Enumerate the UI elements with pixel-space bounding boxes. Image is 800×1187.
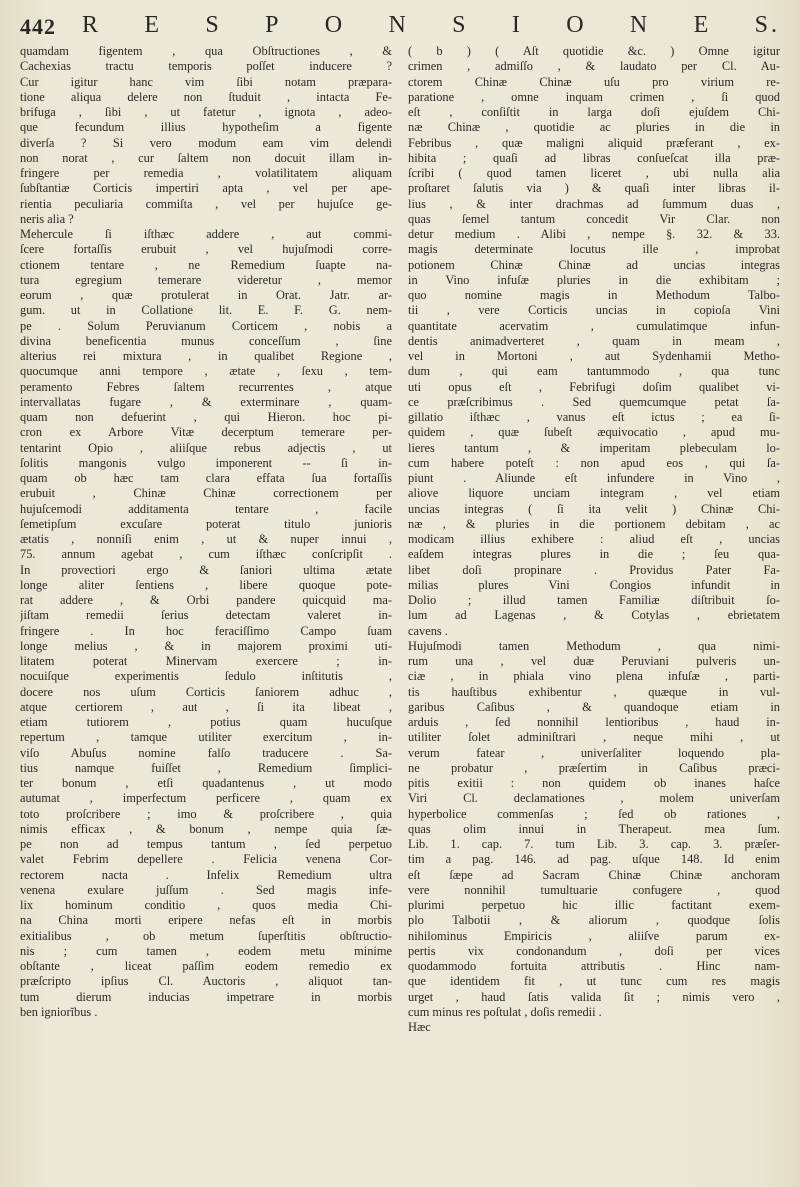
text-line: rat addere , & Orbi pandere quicquid ma- — [20, 593, 392, 607]
text-line: Lib. 1. cap. 7. tum Lib. 3. cap. 3. præſer- — [408, 837, 780, 851]
text-line: quantitate acervatim , cumulatimque infun- — [408, 318, 780, 333]
text-line: Viri Cl. declamationes , molem univerſam — [408, 791, 780, 806]
text-line: valet Febrim depellere . Felicia venena Cor- — [20, 852, 392, 867]
text-line: rectorem nacta . Infelix Remedium ultra — [20, 867, 392, 882]
text-line: lius , & inter drachmas ad ſummum duas , — [408, 196, 780, 211]
text-line: repertum , tamque utiliter exercitum , in- — [20, 730, 392, 745]
text-line: quocumque anni tempore , ætate , ſexu , tem- — [20, 364, 392, 379]
text-line: hibita ; quaſi ad libras conſueſcat illa præ- — [408, 150, 780, 165]
text-line: alterius rei mixtura , in qualibet Regione , — [20, 349, 392, 363]
running-head-letter: E — [693, 12, 712, 38]
text-line: modicam illius exhibere : aliud eſt , uncias — [408, 532, 780, 546]
text-line: lix hominum conditio , quos media Chi- — [20, 898, 392, 912]
text-line: urget , haud ſatis valida ſit ; nimis vero , — [408, 989, 780, 1004]
text-line: dentis animadverteret , quam in meam , — [408, 333, 780, 348]
text-line: eſt ſæpe ad Sacram Chinæ Chinæ anchoram — [408, 867, 780, 882]
text-line: quo nomine magis in Methodum Talbo- — [408, 288, 780, 302]
catchword: Hæc — [408, 1020, 431, 1034]
text-line: quam non defuerint , qui Hieron. hoc pi- — [20, 410, 392, 424]
text-line: ſemetipſum excuſare poterat titulo junioris — [20, 516, 392, 531]
text-line: quas ſemel tantum concedit Vir Clar. non — [408, 211, 780, 226]
text-line: lieres tantum , & imperitam plebeculam lo- — [408, 440, 780, 455]
text-line: dum , qui eam tantummodo , qua tunc — [408, 364, 780, 379]
text-line: gum. ut in Collatione lit. E. F. G. nem- — [20, 303, 392, 318]
text-line: nocuiſque experimentis ſedulo inſtitutis , — [20, 669, 392, 684]
text-line: vere nonnihil tumultuarie confugere , quod — [408, 882, 780, 897]
text-line: Febribus , quæ maligni aliquid præferant , ex- — [408, 135, 780, 150]
text-line: uti opus eſt , Febrifugi doſim qualibet vi- — [408, 379, 780, 394]
text-line: potionem Chinæ Chinæ ad uncias integras — [408, 257, 780, 272]
text-line: næ , & pluries in die portionem debitam , ac — [408, 516, 780, 531]
text-line: hujuſcemodi additamenta tentare , facile — [20, 501, 392, 516]
text-line: uncias integras ( ſi ita velit ) Chinæ Chi- — [408, 501, 780, 516]
text-line: ſcere fortaſſis erubuit , vel hujuſmodi corre- — [20, 242, 392, 257]
text-line: utiliter ſolet adminiſtrari , neque mihi , ut — [408, 730, 780, 745]
text-line: neris alia ? — [20, 211, 74, 226]
text-line: piunt . Aliunde eſt infundere in Vino , — [408, 471, 780, 485]
text-line: ne probatur , præſertim in Caſibus præci- — [408, 760, 780, 775]
right-column — [408, 44, 780, 1020]
text-line: obſtante , liceat paſſim eodem remedio ex — [20, 959, 392, 973]
text-line: fringere per remedia , volatilitatem aliquam — [20, 166, 392, 180]
text-line: proſtaret ſalutis via ) & quaſi inter libras il- — [408, 181, 780, 196]
text-line: hyperbolice commenſas ; ſed ob rationes , — [408, 806, 780, 821]
text-line: fringere . In hoc feraciſſimo Campo ſuam — [20, 623, 392, 638]
text-line: nis ; cum tamen , eodem metu minime — [20, 943, 392, 958]
running-head-letter: S — [205, 12, 222, 38]
text-line: Cur igitur hanc vim ſibi notam præpara- — [20, 74, 392, 89]
text-line: ſcribi ( quod tamen liceret , ubi nulla alia — [408, 166, 780, 180]
text-line: jiſtam remedii ſerius detectam valeret in- — [20, 608, 392, 623]
text-line: exitialibus , ob metum ſuperſtitis obſtructio- — [20, 928, 392, 943]
running-head-letter: O — [566, 12, 587, 38]
text-line: tii , vere Corticis uncias in copioſa Vini — [408, 303, 780, 318]
text-line: ſolitis mangonis vulgo imponerent -- ſi in- — [20, 455, 392, 470]
text-line: lum ad Lagenas , & Cotylas , ebrietatem — [408, 608, 780, 623]
text-line: na China morti eripere nefas eſt in morbis — [20, 913, 392, 928]
running-head-letter: S. — [754, 12, 780, 38]
running-head-letter: O — [324, 12, 346, 38]
text-line: Cachexias tractu temporis poſſet inducere ? — [20, 59, 392, 74]
text-line: tum dierum inducias impetrare in morbis — [20, 989, 392, 1004]
text-line: viſo Abuſus nomine falſo traducere . Sa- — [20, 745, 392, 760]
text-line: 75. annum agebat , cum iſthæc conſcripſit . — [20, 547, 392, 562]
running-head-letter: I — [511, 12, 523, 38]
text-line: milias plures Vini Congios infundit in — [408, 577, 780, 592]
text-line: pe . Solum Peruvianum Corticem , nobis a — [20, 318, 392, 333]
text-line: garibus Caſibus , & quandoque etiam in — [408, 699, 780, 714]
text-line: peramento Febres ſaltem recurrentes , atque — [20, 379, 392, 394]
text-line: gillatio iſthæc , vanus eſt ictus ; ea ſi- — [408, 410, 780, 424]
text-line: que fecundum illius hypotheſim a figente — [20, 120, 392, 135]
text-line: nihilominus Empiricis , aliiſve parum ex- — [408, 928, 780, 943]
right-column-wrap — [408, 44, 780, 1035]
text-line: Hujuſmodi tamen Methodum , qua nimi- — [408, 638, 780, 653]
text-line: quodammodo fortuita attributis . Hinc nam- — [408, 959, 780, 973]
text-line: que identidem fit , ut tunc cum res magis — [408, 974, 780, 989]
text-line: cum habere poteſt : non apud eos , qui ſa- — [408, 455, 780, 470]
text-line: tim a pag. 146. ad pag. uſque 148. Id enim — [408, 852, 780, 867]
text-line: toto proſcribere ; imo & proſcribere , quia — [20, 806, 392, 821]
text-line: ce præſcribimus . Sed quemcumque petat ſa- — [408, 394, 780, 409]
running-head — [82, 12, 780, 39]
text-line: ſubſtantiæ Corticis impertiri apta , vel per ape- — [20, 181, 392, 196]
text-line: ben igniorĭbus . — [20, 1004, 98, 1019]
text-line: pitis exitii : non quidem ob inanes haſce — [408, 776, 780, 790]
text-line: cavens . — [408, 623, 448, 638]
text-line: næ Chinæ , quotidie ac pluries in die in — [408, 120, 780, 135]
text-line: eorum , quæ protulerat in Orat. Jatr. ar- — [20, 288, 392, 302]
text-line: aliove liquore unciam integram , vel etiam — [408, 486, 780, 501]
text-line: eſt , conſiſtit in larga doſi ejuſdem Chi- — [408, 105, 780, 119]
text-line: etiam tutiorem , potius quam hucuſque — [20, 715, 392, 729]
text-line: tione aliqua delere non ſtuduit , intacta Fe- — [20, 89, 392, 104]
running-head-letter: N — [388, 12, 409, 38]
text-line: non norat , cur ſaltem non docuit illam in- — [20, 150, 392, 165]
running-head-letter: P — [265, 12, 282, 38]
left-column — [20, 44, 392, 1035]
page-number: 442 — [20, 14, 56, 39]
text-line: quas olim innui in Therapeut. mea ſum. — [408, 821, 780, 836]
text-line: tius namque fuiſſet , Remedium ſimplici- — [20, 760, 392, 775]
text-line: verum fatear , univerſaliter loquendo pla- — [408, 745, 780, 760]
text-line: rientia peculiaria commiſta , vel per hujuſce ge- — [20, 196, 392, 211]
text-line: pe non ad tempus tantum , ſed perpetuo — [20, 837, 392, 851]
text-line: eaſdem integras plures in die ; ſeu qua- — [408, 547, 780, 562]
text-line: divina beneficentia munus conceſſum , ſine — [20, 333, 392, 348]
text-line: præſcripto ipſius Cl. Auctoris , aliquot tan- — [20, 974, 392, 989]
text-line: longe melius , & in majorem proximi uti- — [20, 638, 392, 653]
running-head-letter: R — [82, 12, 102, 38]
text-line: paratione , omne inquam crimen , ſi quod — [408, 89, 780, 104]
text-line: magis determinate locutus ille , improbat — [408, 242, 780, 257]
text-line: arduis , ſed nonnihil lentioribus , haud in- — [408, 715, 780, 729]
page-header — [20, 10, 780, 40]
text-line: plo Talbotii , & aliorum , quodque ſolis — [408, 913, 780, 928]
text-line: ( b ) ( Aſt quotidie &c. ) Omne igitur — [408, 44, 780, 58]
text-line: tentarint Opio , aliiſque rebus adjectis , ut — [20, 440, 392, 455]
text-line: docere nos uſum Corticis ſaniorem adhuc , — [20, 684, 392, 699]
text-line: intervallatas fugare , & exterminare , quam- — [20, 394, 392, 409]
text-line: Dolio ; illud tamen Familiæ diſtribuit ſo- — [408, 593, 780, 607]
text-line: nimis efficax , & bonum , nempe quia ſæ- — [20, 821, 392, 836]
text-line: longe aliter ſentiens , libere quoque pote- — [20, 577, 392, 592]
text-line: quam ob hæc tam clara effata ſua fortaſſis — [20, 471, 392, 485]
text-line: ctionem tentare , ne Remedium ſuapte na- — [20, 257, 392, 272]
text-line: pertis vix condonandum , doſi per vices — [408, 943, 780, 958]
text-line: venena exulare juſſum . Sed magis infe- — [20, 882, 392, 897]
text-line: in Vino infuſæ pluries in die exhibitam ; — [408, 272, 780, 287]
text-line: In provectiori ergo & ſaniori ultima ætate — [20, 562, 392, 577]
text-line: rum una , vel duæ Peruviani pulveris un- — [408, 654, 780, 668]
text-line: autumat , imperfectum perficere , quam ex — [20, 791, 392, 806]
text-line: Mehercule ſi iſthæc addere , aut commi- — [20, 227, 392, 241]
text-line: vel in Mortoni , aut Sydenhamii Metho- — [408, 349, 780, 363]
text-line: ætatis , nonniſi enim , ut & nuper innui , — [20, 532, 392, 546]
text-line: plurimi perpetuo hic illic factitant exem- — [408, 898, 780, 912]
text-line: tura egregium temerare videretur , memor — [20, 272, 392, 287]
text-line: crimen , admiſſo , & laudato per Cl. Au- — [408, 59, 780, 74]
text-line: litatem poterat Minervam exercere ; in- — [20, 654, 392, 668]
text-line: quidem , quæ ſubeſt æquivocatio , apud mu- — [408, 425, 780, 440]
text-line: tis hauſtibus exhibentur , quæque in vul- — [408, 684, 780, 699]
text-line: diverſa ? Si vero modum eam vim delendi — [20, 135, 392, 150]
text-line: quamdam figentem , qua Obſtructiones , & — [20, 44, 392, 58]
text-line: atque certiorem , aut , ſi ita libeat , — [20, 699, 392, 714]
text-line: cron ex Arbore Vitæ decerptum temerare per- — [20, 425, 392, 440]
text-line: ctorem Chinæ Chinæ uſu pro virium re- — [408, 74, 780, 89]
running-head-letter: N — [629, 12, 651, 38]
text-line: erubuit , Chinæ Chinæ correctionem per — [20, 486, 392, 501]
text-line: libet doſi propinare . Providus Pater Fa- — [408, 562, 780, 577]
running-head-letter: E — [144, 12, 163, 38]
text-line: ter bonum , etſi quadantenus , ut modo — [20, 776, 392, 790]
text-line: brifuga , ſibi , ut fatetur , ignota , adeo- — [20, 105, 392, 119]
text-line: cum minus res poſtulat , doſis remedii . — [408, 1004, 602, 1019]
two-column-body — [20, 44, 780, 1035]
running-head-letter: S — [452, 12, 469, 38]
text-line: detur medium . Alibi , nempe §. 32. & 33. — [408, 227, 780, 241]
text-line: ciæ , in phiala vino plena infuſæ , parti- — [408, 669, 780, 684]
